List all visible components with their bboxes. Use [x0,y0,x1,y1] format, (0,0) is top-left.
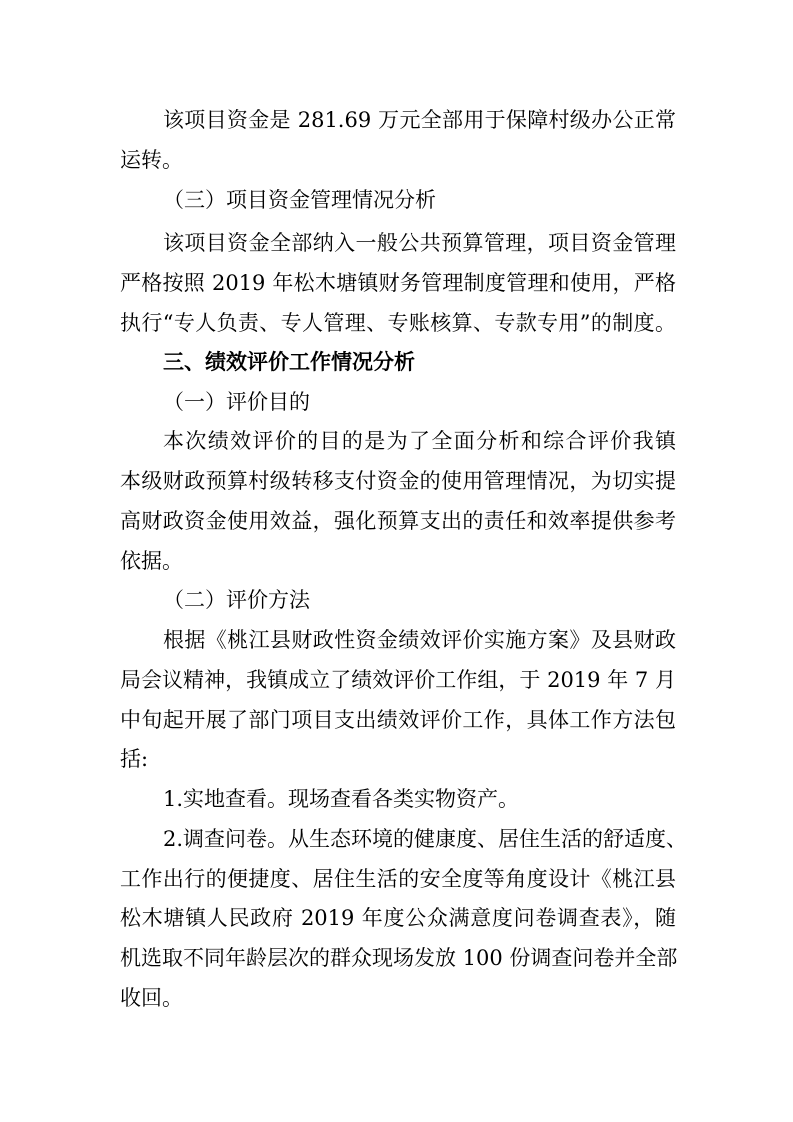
paragraph-line: 高财政资金使用效益，强化预算支出的责任和效率提供参考 [120,509,676,533]
paragraph-line: 局会议精神，我镇成立了绩效评价工作组，于 2019 年 7 月 [120,668,676,692]
paragraph-line: 松木塘镇人民政府 2019 年度公众满意度问卷调查表》，随 [120,906,676,930]
list-item: 2.调查问卷。从生态环境的健康度、居住生活的舒适度、 [163,827,688,851]
paragraph-line: 执行“专人负责、专人管理、专账核算、专款专用”的制度。 [120,311,676,335]
paragraph-line: 该项目资金是 281.69 万元全部用于保障村级办公正常 [163,108,676,132]
section-heading: 三、绩效评价工作情况分析 [163,349,415,374]
paragraph-line: 本次绩效评价的目的是为了全面分析和综合评价我镇 [163,429,676,453]
paragraph-line: 机选取不同年龄层次的群众现场发放 100 份调查问卷并全部 [120,946,678,970]
paragraph-line: 本级财政预算村级转移支付资金的使用管理情况，为切实提 [120,469,676,493]
paragraph-line: 中旬起开展了部门项目支出绩效评价工作，具体工作方法包 [120,708,676,732]
subsection-heading: （一）评价目的 [163,390,310,414]
list-item: 1.实地查看。现场查看各类实物资产。 [163,787,520,811]
paragraph-line: 该项目资金全部纳入一般公共预算管理，项目资金管理 [163,231,676,255]
paragraph-line: 依据。 [120,549,183,573]
paragraph-line: 运转。 [120,148,183,172]
paragraph-line: 工作出行的便捷度、居住生活的安全度等角度设计《桃江县 [120,867,676,891]
paragraph-line: 严格按照 2019 年松木塘镇财务管理制度管理和使用，严格 [120,271,676,295]
subsection-heading: （二）评价方法 [163,588,310,612]
paragraph-line: 收回。 [120,986,183,1010]
paragraph-line: 根据《桃江县财政性资金绩效评价实施方案》及县财政 [163,628,676,652]
paragraph-line: 括: [120,747,149,771]
subsection-heading: （三）项目资金管理情况分析 [163,188,436,212]
